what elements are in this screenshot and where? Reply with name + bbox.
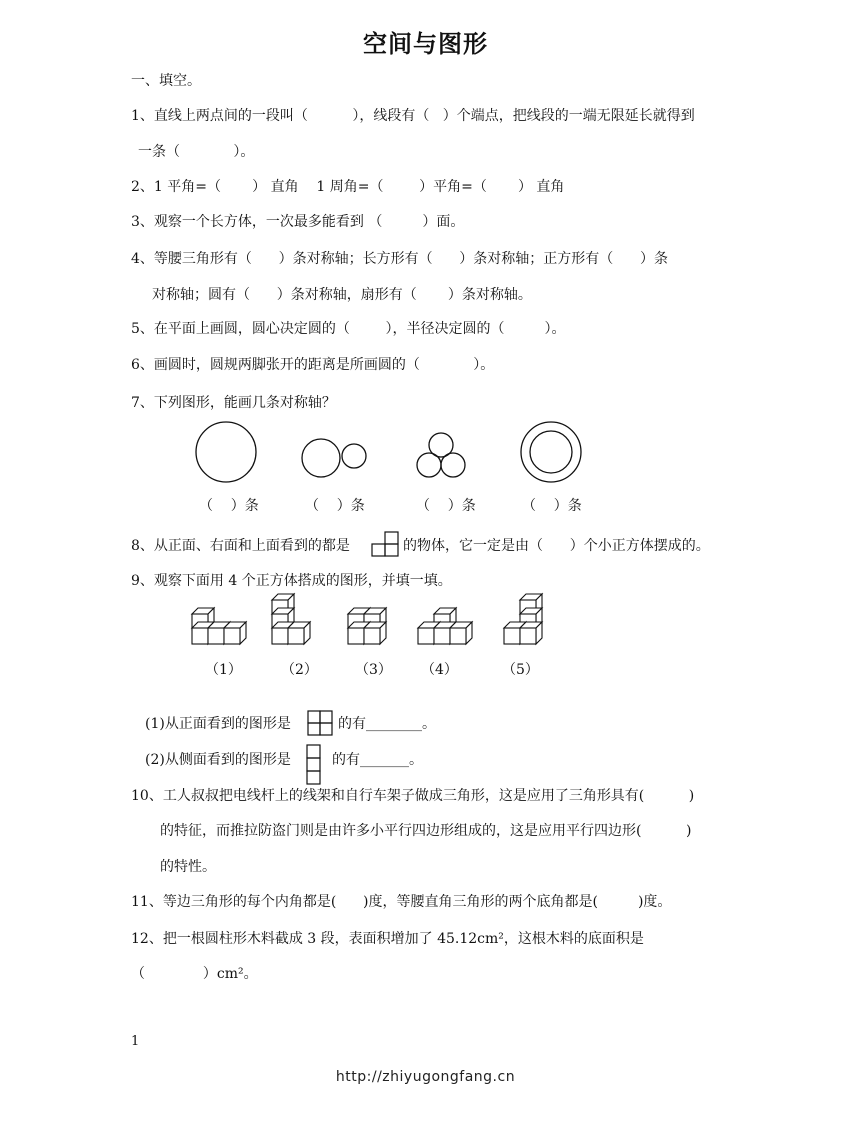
two-circles-figure bbox=[302, 439, 366, 477]
question-8-prefix: 8、从正面、右面和上面看到的都是 bbox=[131, 538, 350, 554]
question-10-line-3: 的特性。 bbox=[160, 859, 216, 875]
two-by-two-squares-icon bbox=[307, 710, 335, 738]
question-2: 2、1 平角=（ ） 直角 1 周角=（ ）平角=（ ） 直角 bbox=[131, 179, 565, 195]
question-4-line-1: 4、等腰三角形有（ ）条对称轴；长方形有（ ）条对称轴；正方形有（ ）条 bbox=[131, 251, 669, 267]
question-9-part-1-suffix: 的有________。 bbox=[338, 716, 436, 732]
section-heading: 一、填空。 bbox=[131, 73, 201, 89]
cube-figure-3 bbox=[348, 608, 386, 644]
page-title: 空间与图形 bbox=[363, 30, 488, 58]
cube-stack-figures bbox=[188, 594, 548, 646]
question-11: 11、等边三角形的每个内角都是( )度，等腰直角三角形的两个底角都是( )度。 bbox=[131, 894, 672, 910]
question-9-part-1-prefix: (1)从正面看到的图形是 bbox=[145, 716, 291, 732]
figure-label-1: （1） bbox=[205, 662, 242, 678]
vertical-squares-icon bbox=[306, 744, 322, 786]
cube-figure-4 bbox=[418, 608, 472, 644]
question-12-line-2: （ ）cm²。 bbox=[131, 966, 258, 982]
question-4-line-2: 对称轴；圆有（ ）条对称轴，扇形有（ ）条对称轴。 bbox=[152, 287, 532, 303]
symmetry-figures bbox=[190, 418, 620, 488]
question-9-part-2-suffix: 的有_______。 bbox=[332, 752, 423, 768]
q7-blank-4: （ ）条 bbox=[522, 498, 582, 514]
three-circles-figure bbox=[417, 433, 465, 477]
cube-figure-2 bbox=[272, 594, 310, 644]
question-3: 3、观察一个长方体，一次最多能看到 （ ）面。 bbox=[131, 214, 465, 230]
figure-label-5: （5） bbox=[502, 662, 539, 678]
question-10-line-1: 10、工人叔叔把电线杆上的线架和自行车架子做成三角形，这是应用了三角形具有( ) bbox=[131, 788, 695, 804]
q7-blank-1: （ ）条 bbox=[199, 498, 259, 514]
ring-figure bbox=[521, 422, 581, 482]
question-1-line-2: 一条（ ）。 bbox=[138, 144, 255, 160]
page-number: 1 bbox=[131, 1034, 140, 1049]
question-12-line-1: 12、把一根圆柱形木料截成 3 段，表面积增加了 45.12cm²，这根木料的底面积是 bbox=[131, 931, 644, 947]
q7-blank-3: （ ）条 bbox=[416, 498, 476, 514]
figure-label-4: （4） bbox=[421, 662, 458, 678]
question-8-suffix: 的物体，它一定是由（ ）个小正方体摆成的。 bbox=[403, 538, 710, 554]
question-5: 5、在平面上画圆，圆心决定圆的（ ），半径决定圆的（ ）。 bbox=[131, 321, 566, 337]
question-1-line-1: 1、直线上两点间的一段叫（ ），线段有（ ）个端点，把线段的一端无限延长就得到 bbox=[131, 108, 695, 124]
figure-label-3: （3） bbox=[355, 662, 392, 678]
q7-blank-2: （ ）条 bbox=[305, 498, 365, 514]
question-6: 6、画圆时，圆规两脚张开的距离是所画圆的（ ）。 bbox=[131, 357, 495, 373]
cube-figure-5 bbox=[504, 594, 542, 644]
cube-figure-1 bbox=[192, 608, 246, 644]
figure-label-2: （2） bbox=[281, 662, 318, 678]
question-9: 9、观察下面用 4 个正方体搭成的图形，并填一填。 bbox=[131, 573, 452, 589]
question-10-line-2: 的特征，而推拉防盗门则是由许多小平行四边形组成的，这是应用平行四边形( ) bbox=[160, 823, 692, 839]
footer-url[interactable]: http://zhiyugongfang.cn bbox=[335, 1069, 516, 1085]
question-9-part-2-prefix: (2)从侧面看到的图形是 bbox=[145, 752, 291, 768]
circle-figure bbox=[196, 422, 256, 482]
question-7: 7、下列图形，能画几条对称轴？ bbox=[131, 395, 336, 411]
l-shape-view-icon bbox=[371, 530, 403, 558]
